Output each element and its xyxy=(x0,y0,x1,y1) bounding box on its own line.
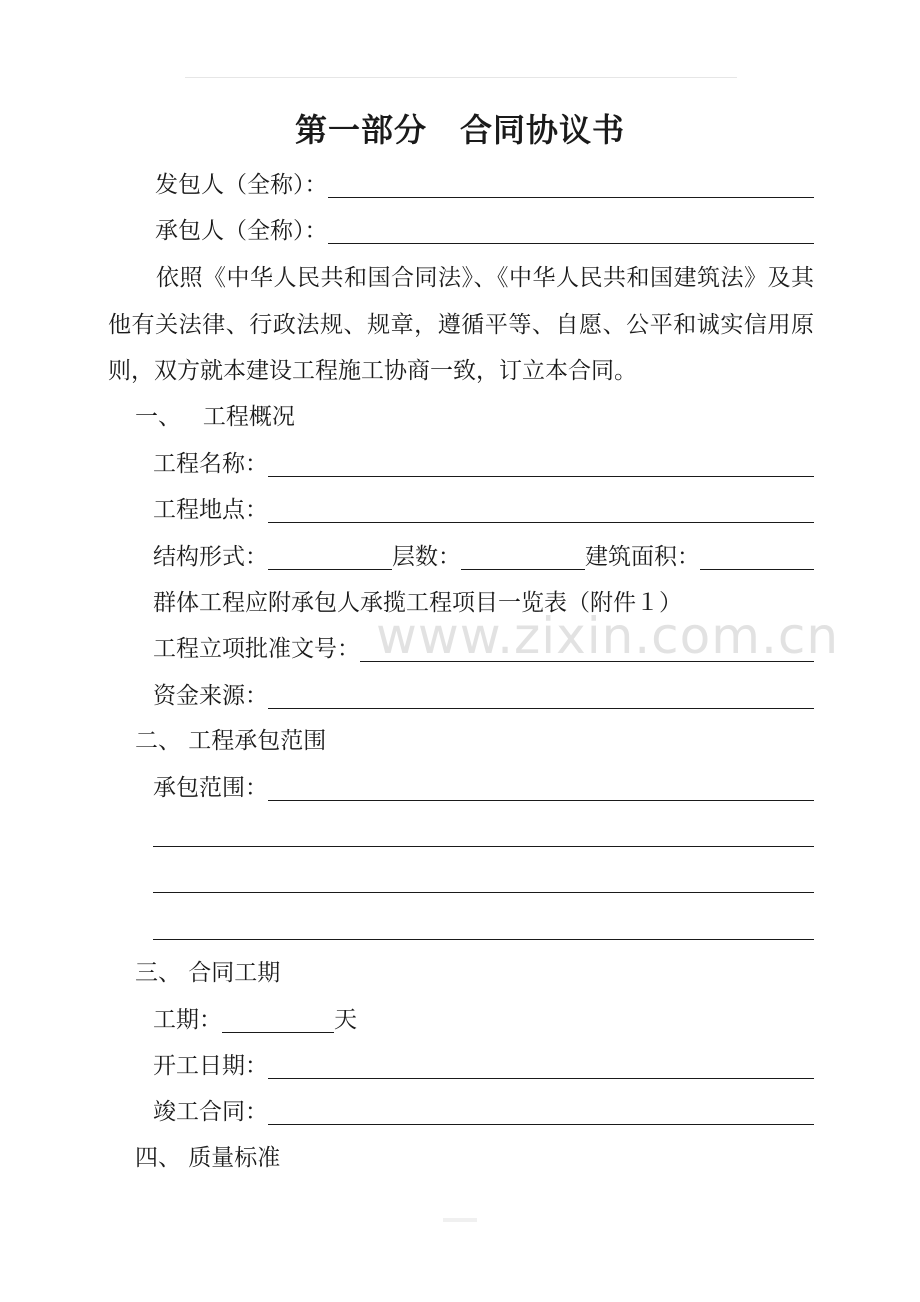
employer-row xyxy=(155,168,814,200)
funding-blank[interactable] xyxy=(268,708,814,709)
project-name-label: 工程名称： xyxy=(153,451,268,477)
scope-line-3 xyxy=(153,863,814,895)
scope-label: 承包范围： xyxy=(153,775,268,801)
area-label: 建筑面积： xyxy=(585,544,700,570)
duration-label: 工期： xyxy=(153,1007,222,1033)
approval-label: 工程立项批准文号： xyxy=(153,636,360,662)
completion-blank[interactable] xyxy=(268,1124,814,1125)
footer-mark xyxy=(443,1218,477,1222)
scope-line-4 xyxy=(153,910,814,942)
project-name-blank[interactable] xyxy=(268,476,814,477)
section-3-heading: 三、 合同工期 xyxy=(135,960,281,986)
project-name-row xyxy=(153,447,814,479)
header-rule xyxy=(185,77,737,78)
scope-row xyxy=(153,771,814,803)
section-4-heading: 四、 质量标准 xyxy=(135,1145,281,1171)
scope-blank-4[interactable] xyxy=(153,939,814,940)
duration-row xyxy=(153,1003,814,1035)
scope-blank[interactable] xyxy=(268,800,814,801)
start-date-row xyxy=(153,1049,814,1081)
contractor-row xyxy=(155,214,814,246)
group-note: 群体工程应附承包人承揽工程项目一览表（附件１） xyxy=(153,590,682,616)
intro-paragraph: 依照《中华人民共和国合同法》、《中华人民共和国建筑法》及其他有关法律、行政法规、规章，遵循平等、自愿、公平和诚实信用原则，双方就本建设工程施工协商一致，订立本合同。 xyxy=(108,265,814,384)
project-location-label: 工程地点： xyxy=(153,497,268,523)
funding-row xyxy=(153,679,814,711)
start-date-label: 开工日期： xyxy=(153,1053,268,1079)
area-blank[interactable] xyxy=(700,569,814,570)
scope-line-2 xyxy=(153,817,814,849)
scope-blank-2[interactable] xyxy=(153,846,814,847)
duration-unit: 天 xyxy=(334,1007,357,1033)
contractor-label: 承包人（全称）： xyxy=(155,218,328,244)
duration-blank[interactable] xyxy=(222,1032,334,1033)
contractor-blank[interactable] xyxy=(328,243,815,244)
section-2-heading: 二、 工程承包范围 xyxy=(135,728,327,754)
employer-label: 发包人（全称）： xyxy=(155,172,328,198)
structure-row xyxy=(153,540,814,572)
page-title: 第一部分 合同协议书 xyxy=(294,111,625,149)
scope-blank-3[interactable] xyxy=(153,892,814,893)
structure-blank[interactable] xyxy=(268,569,392,570)
section-1-heading: 一、 工程概况 xyxy=(135,404,295,430)
funding-label: 资金来源： xyxy=(153,683,268,709)
completion-row xyxy=(153,1095,814,1127)
start-date-blank[interactable] xyxy=(268,1078,814,1079)
floors-label: 层数： xyxy=(392,544,461,570)
project-location-row xyxy=(153,493,814,525)
employer-blank[interactable] xyxy=(328,197,815,198)
completion-label: 竣工合同： xyxy=(153,1099,268,1125)
watermark: www.zixin.com.cn xyxy=(376,607,840,665)
structure-label: 结构形式： xyxy=(153,544,268,570)
floors-blank[interactable] xyxy=(461,569,585,570)
project-location-blank[interactable] xyxy=(268,522,814,523)
